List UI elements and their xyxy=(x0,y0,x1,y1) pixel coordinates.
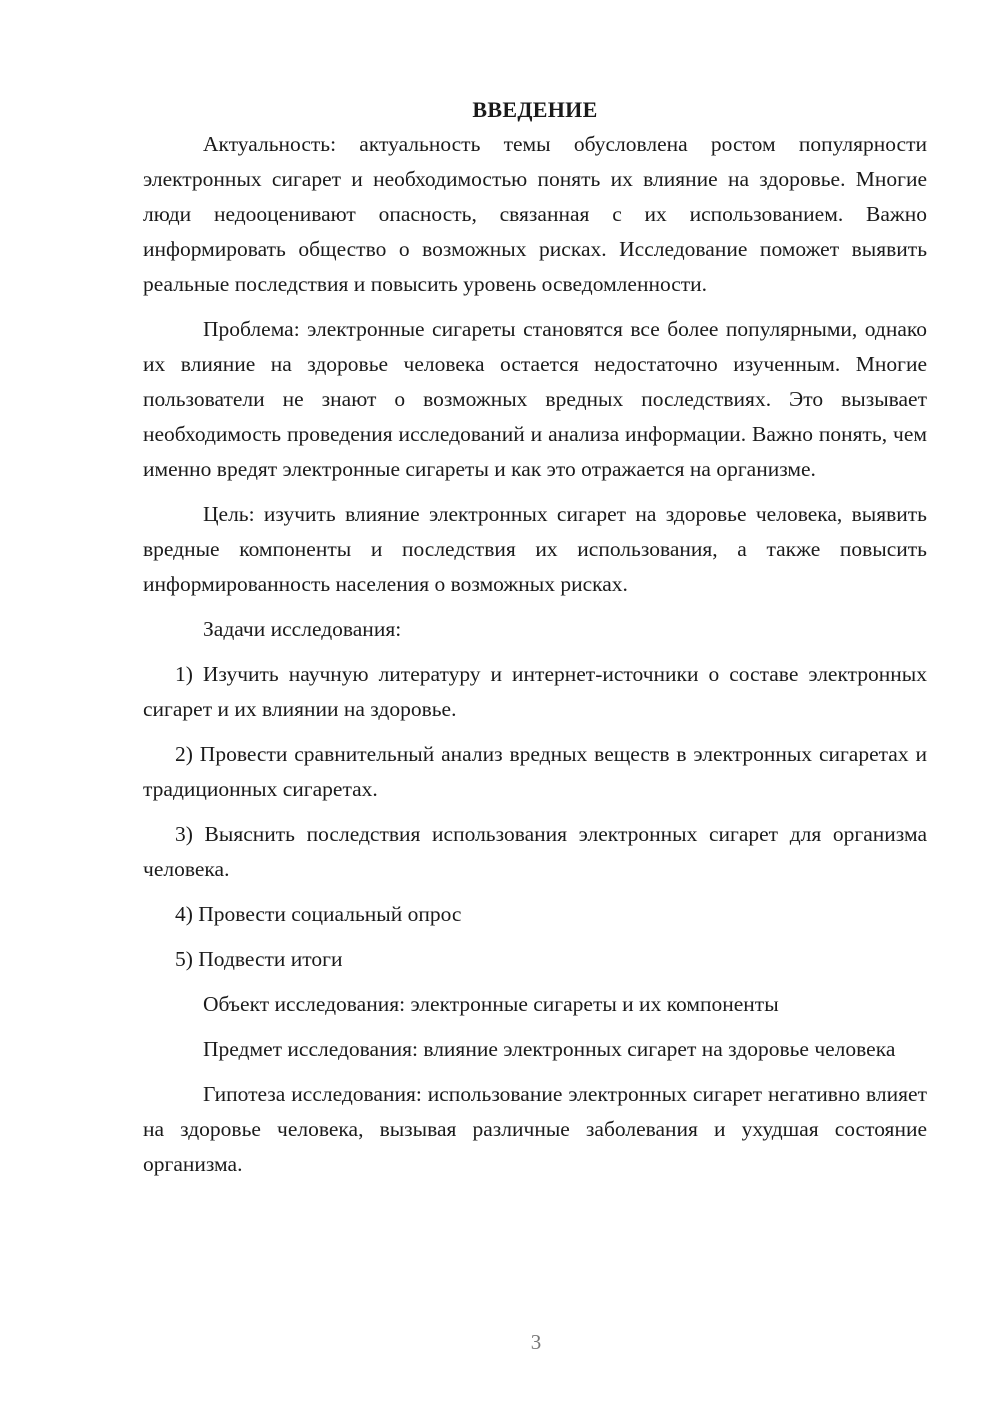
task-item-1: 1) Изучить научную литературу и интернет-источники о составе электронных сигарет и их влиянии на здоровье. xyxy=(143,662,927,721)
document-page xyxy=(143,92,927,1192)
task-item-2: 2) Провести сравнительный анализ вредных веществ в электронных сигаретах и традиционных сигаретах. xyxy=(143,742,927,801)
page-title: ВВЕДЕНИЕ xyxy=(472,97,598,122)
tasks-heading: Задачи исследования: xyxy=(203,617,402,641)
hypothesis-paragraph: Гипотеза исследования: использование электронных сигарет негативно влияет на здоровье человека, вызывая различные заболевания и ухудшая состояние организма. xyxy=(143,1082,927,1176)
task-item-3: 3) Выяснить последствия использования электронных сигарет для организма человека. xyxy=(143,822,927,881)
goal-paragraph: Цель: изучить влияние электронных сигарет на здоровье человека, выявить вредные компоненты и последствия их использования, а также повысить информированность населения о возможных рисках. xyxy=(143,502,927,596)
subject-paragraph: Предмет исследования: влияние электронных сигарет на здоровье человека xyxy=(203,1037,896,1061)
page-number: 3 xyxy=(530,1330,542,1354)
relevance-paragraph: Актуальность: актуальность темы обусловлена ростом популярности электронных сигарет и необходимостью понять их влияние на здоровье. Многие люди недооценивают опасность, связанная с их использованием. Важно информировать общество о возможных рисках. Исследование поможет выявить реальные последствия и повысить уровень осведомленности. xyxy=(143,132,927,296)
problem-paragraph: Проблема: электронные сигареты становятся все более популярными, однако их влияние на здоровье человека остается недостаточно изученным. Многие пользователи не знают о возможных вредных последствиях. Это вызывает необходимость проведения исследований и анализа информации. Важно понять, чем именно вредят электронные сигареты и как это отражается на организме. xyxy=(143,317,927,481)
task-item-4: 4) Провести социальный опрос xyxy=(175,902,462,926)
task-item-5: 5) Подвести итоги xyxy=(175,947,343,971)
object-paragraph: Объект исследования: электронные сигареты и их компоненты xyxy=(203,992,779,1016)
tasks-list xyxy=(143,657,927,977)
